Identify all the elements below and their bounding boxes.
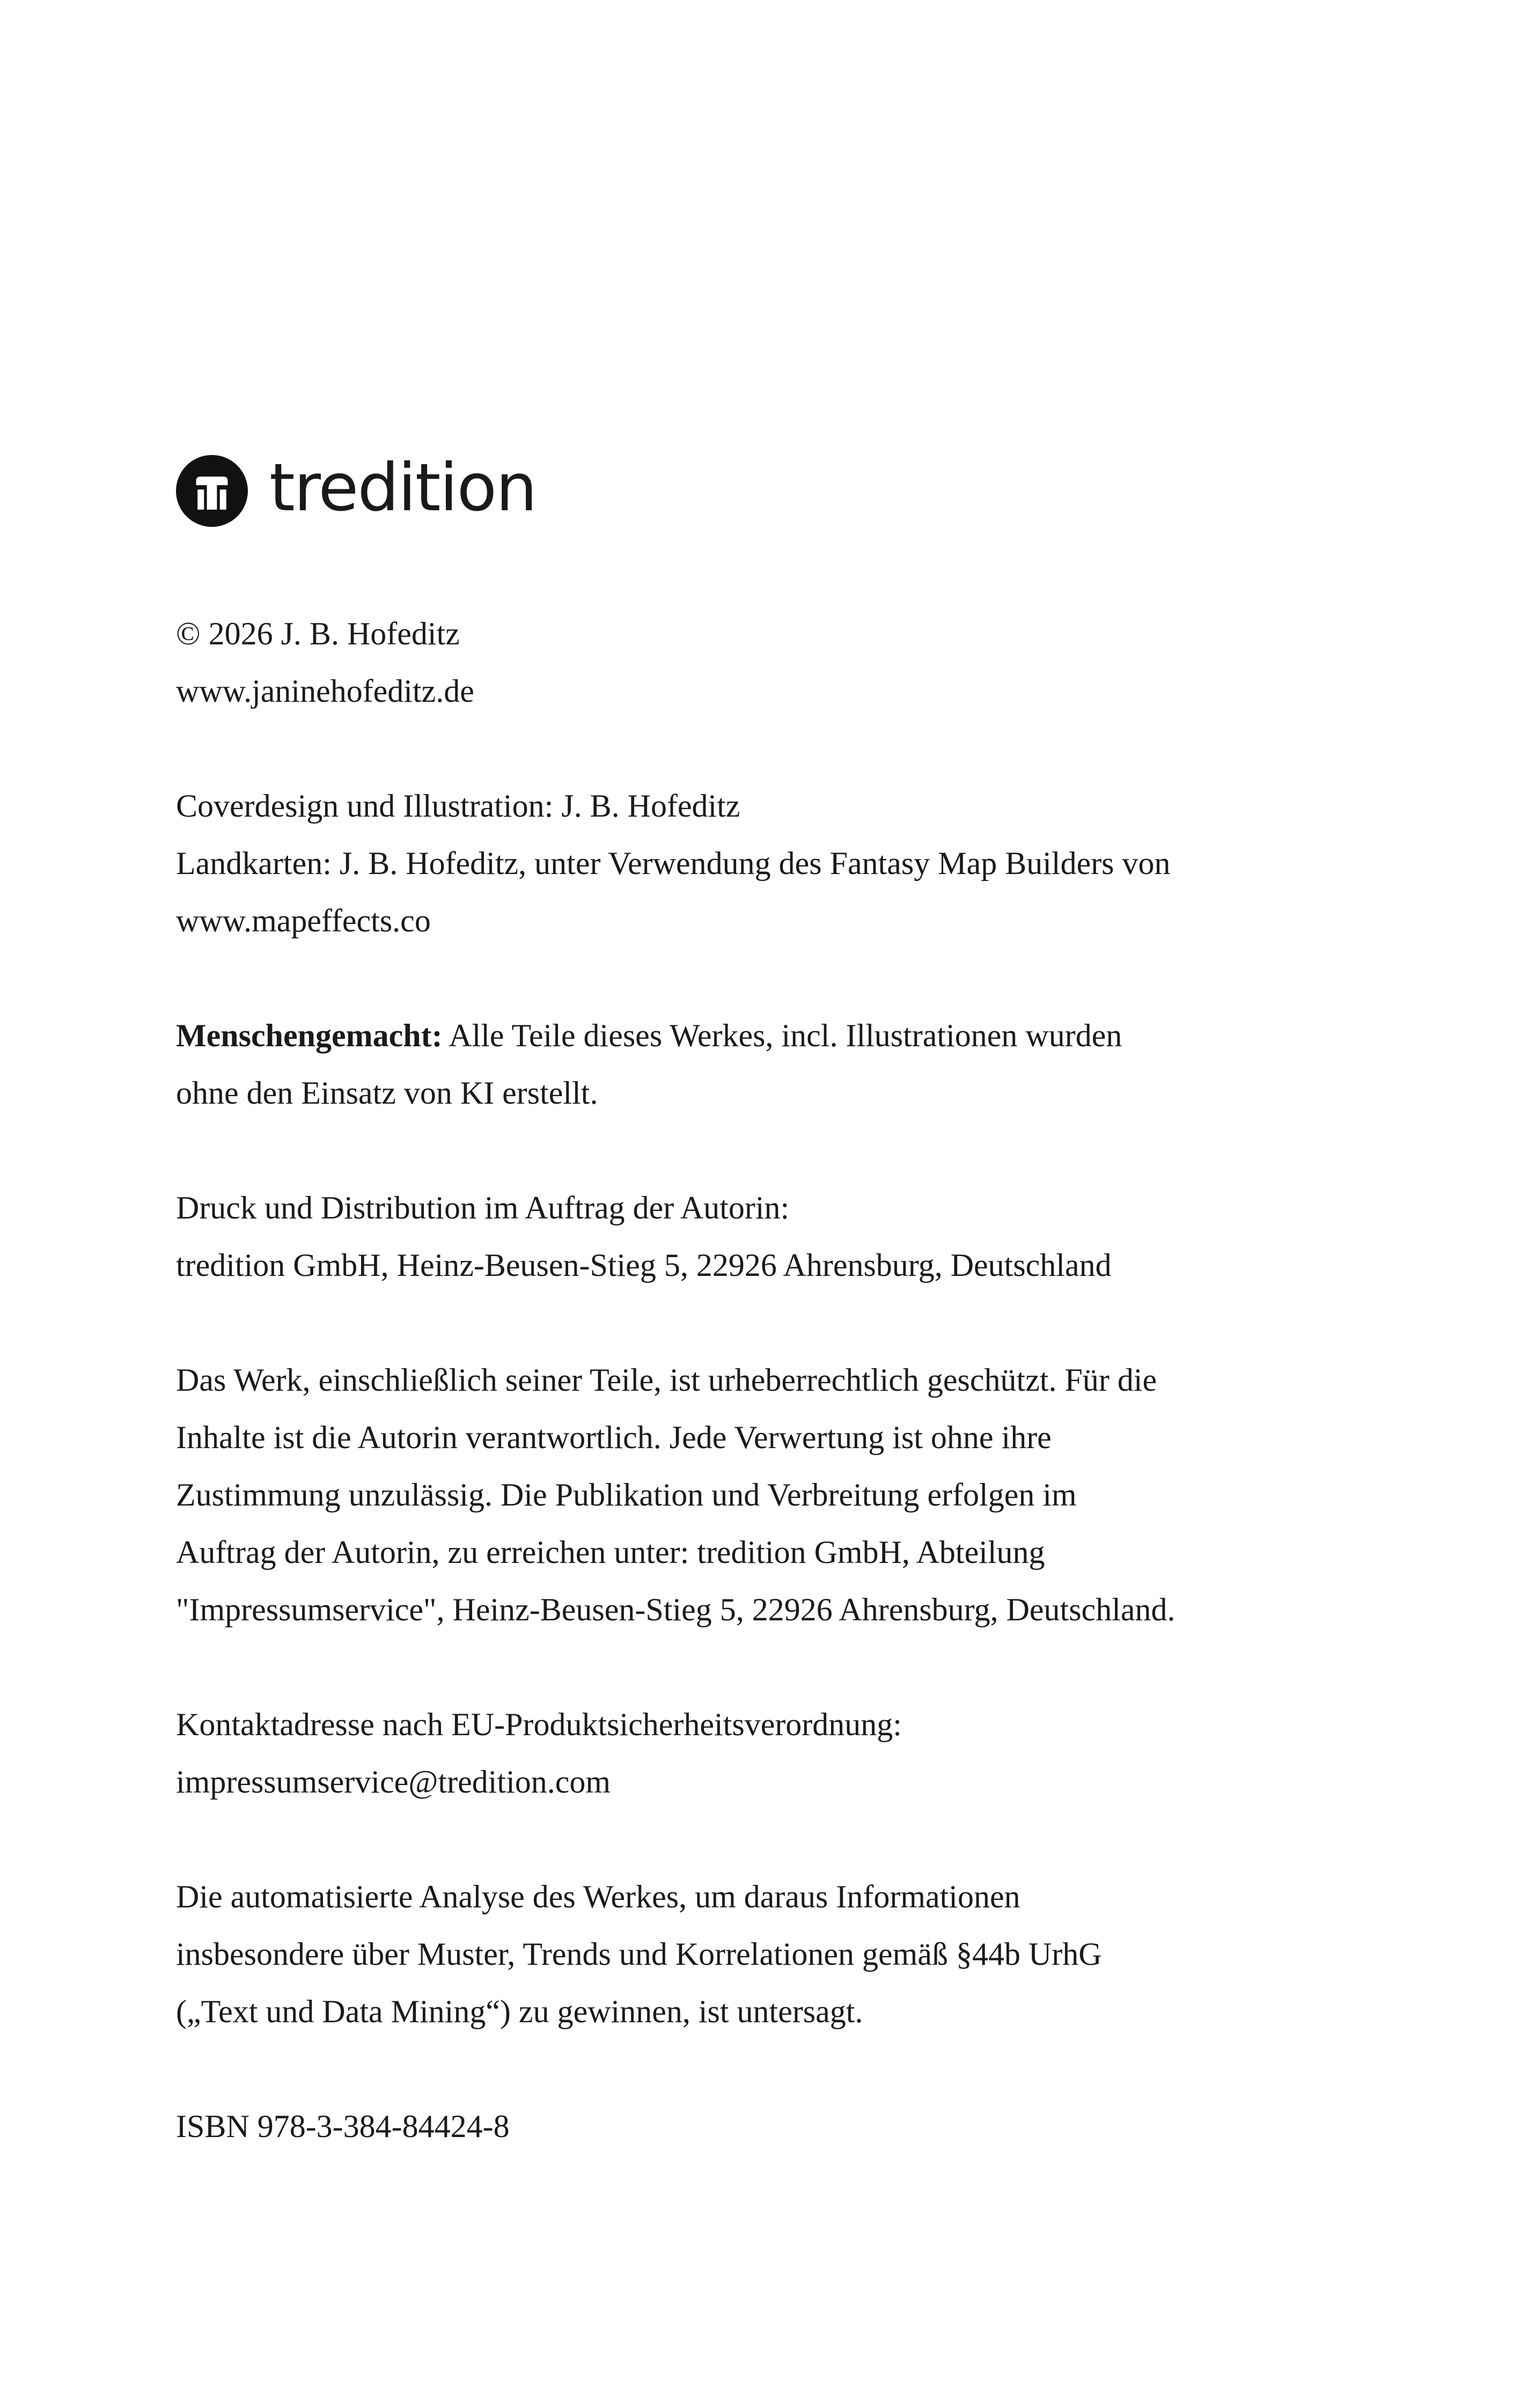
maps-credit-line-2: www.mapeffects.co [176,903,431,938]
rights-line-5: "Impressumservice", Heinz-Beusen-Stieg 5, 22926 Ahrensburg, Deutschland. [176,1592,1175,1627]
print-line-2: tredition GmbH, Heinz-Beusen-Stieg 5, 22926 Ahrensburg, Deutschland [176,1247,1112,1283]
human-made-line-2: ohne den Einsatz von KI erstellt. [176,1075,598,1111]
rights-line-2: Inhalte ist die Autorin verantwortlich. Jede Verwertung ist ohne ihre [176,1420,1052,1455]
rights-line-3: Zustimmung unzulässig. Die Publikation und Verbreitung erfolgen im [176,1477,1077,1513]
credits-block [176,777,1356,950]
contact-block [176,1696,1356,1811]
human-made-block [176,1007,1356,1122]
cover-credit: Coverdesign und Illustration: J. B. Hofeditz [176,788,740,824]
publisher-wordmark: tredition [269,450,537,526]
tdm-line-3: („Text und Data Mining“) zu gewinnen, ist untersagt. [176,1994,863,2029]
rights-line-4: Auftrag der Autorin, zu erreichen unter: tredition GmbH, Abteilung [176,1535,1045,1570]
isbn-block [176,2098,1356,2155]
tdm-line-1: Die automatisierte Analyse des Werkes, um daraus Informationen [176,1879,1020,1914]
print-block [176,1179,1356,1294]
author-website: www.janinehofeditz.de [176,673,474,709]
maps-credit-line-1: Landkarten: J. B. Hofeditz, unter Verwendung des Fantasy Map Builders von [176,846,1171,881]
contact-line-1: Kontaktadresse nach EU-Produktsicherheitsverordnung: [176,1707,902,1742]
copyright-block [176,605,1356,720]
tdm-block [176,1868,1356,2040]
human-made-text: Alle Teile dieses Werkes, incl. Illustrationen wurden [442,1018,1122,1053]
isbn: ISBN 978-3-384-84424-8 [176,2109,510,2144]
rights-block [176,1352,1356,1639]
contact-email: impressumservice@tredition.com [176,1764,611,1800]
tredition-logo-icon [176,455,248,527]
imprint-text [176,605,1356,2213]
human-made-label: Menschengemacht: [176,1018,443,1053]
publisher-logo [176,450,537,528]
rights-line-1: Das Werk, einschließlich seiner Teile, ist urheberrechtlich geschützt. Für die [176,1362,1157,1398]
human-made-line-1 [176,1007,1356,1064]
copyright-notice: © 2026 J. B. Hofeditz [176,616,460,651]
tdm-line-2: insbesondere über Muster, Trends und Korrelationen gemäß §44b UrhG [176,1936,1102,1972]
print-line-1: Druck und Distribution im Auftrag der Autorin: [176,1190,790,1225]
